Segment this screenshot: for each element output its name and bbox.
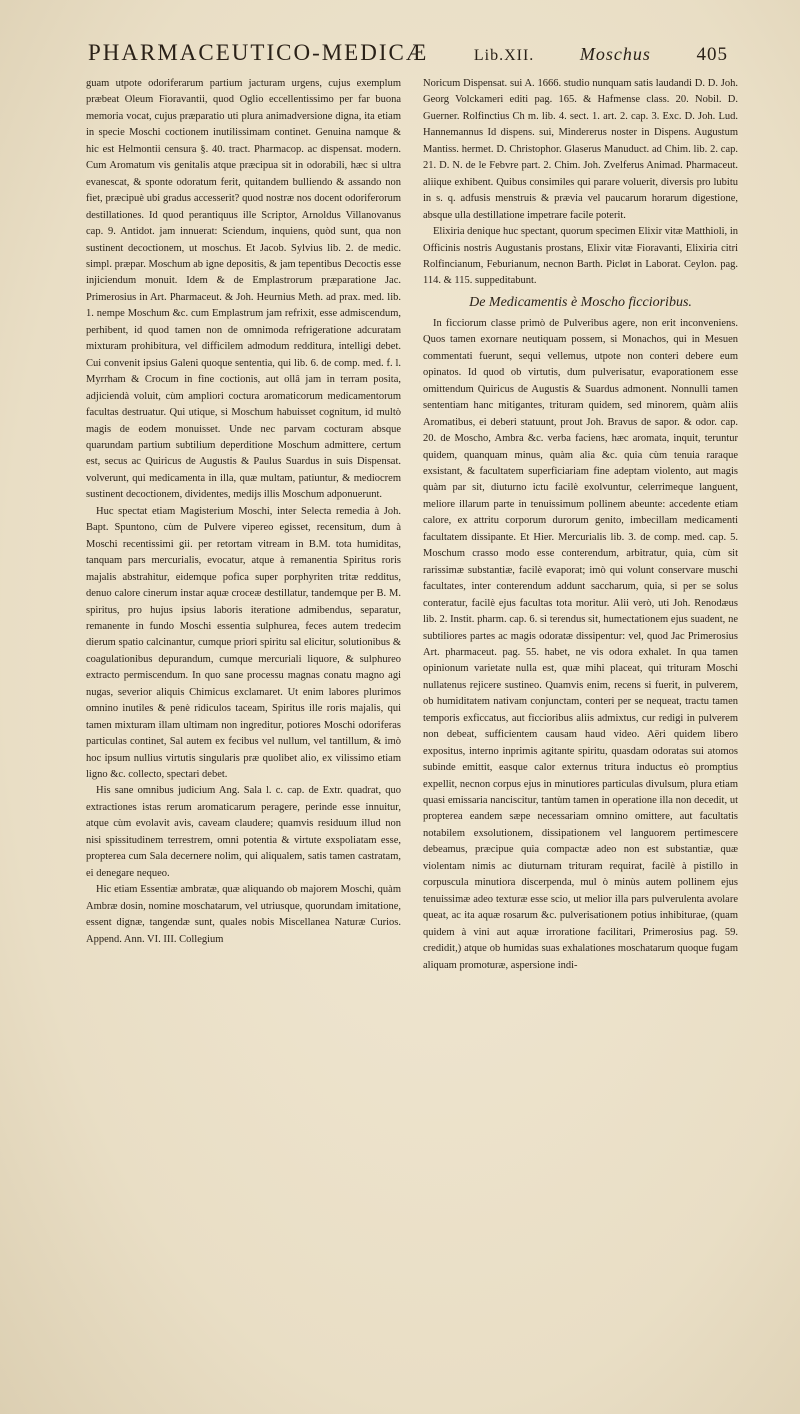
- running-head: [88, 40, 728, 74]
- paragraph: His sane omnibus judicium Ang. Sala l. c. cap. de Extr. quadrat, quo extractiones istas rerum aromaticarum peragere, perinde esse innuitur, atque cùm evolavit avis, caveam claudere; quamvis residuum illud non nisi spissitudinem terrestrem, omni potentia & virtute exspoliatam esse, propterea cum Sala decernere nolim, qui aliqualem, satis tamen castratam, ei denegare nequeo.: [86, 785, 401, 879]
- page-number: 405: [696, 44, 728, 65]
- running-subject: Moschus: [579, 44, 651, 64]
- paragraph: Elixiria denique huc spectant, quorum specimen Elixir vitæ Matthioli, in Officinis nostris Augustanis prostans, Elixir vitæ Fioravanti, Elixiria citri Rolfincianum, Feburianum, necnon Barth. Picløt in Laborat. Ceylon. pag. 114. & 115. suppeditabunt.: [423, 226, 738, 287]
- paragraph: guam utpote odoriferarum partium jacturam urgens, cujus exemplum præbeat Oleum Fioravantii, quod Oglio eccellentissimo per far buona memoria vocat, cujus præparatio uti plura animadversione digna, ita etiam in specie Moschi coctionem inutilissimam continet. Genuina namque & hic est Helmontii censura §. 40. tract. Pharmacop. ac dispensat. modern. Cum Aromatum vis genitalis atque præcipua sit in odorabili, hæc si ultra evanescat, & sponte odoratum ferit, quitandem bulliendo & assando non fiet, præcipuè ubi gradus accesserit? quod nostræ nos docent odoriferorum destillationes. Id quod perantiquus ille Scriptor, Arnoldus Villanovanus cap. 9. Antidot. jam innuerat: Sciendum, inquiens, quòd sunt, qua non sustinent decoctionem, ut moschus. Et Jacob. Sylvius lib. 2. de medic. simpl. præpar. Moschum ab igne depositis, & jam tepentibus Decoctis esse injiciendum monuit. Idem & de Emplastrorum præparatione Jac. Primerosius in Art. Pharmaceut. & Joh. Heurnius Meth. ad prax. med. lib. 1. nempe Moschum &c. cum Emplastrum jam refrixit, esse admiscendum, perhibent, id quod tamen non de omnimoda refrigeratione adcuratam mixturam prohibitura, vel difficilem admodum redditura, intelligi debet. Cui convenit ipsius Galeni quoque sententia, qui lib. 6. de comp. med. f. l. Myrrham & Crocum in fine coctionis, aut ollâ jam in terram posita, adjiciendà voluit, cùm ampliori coctura aromaticorum medicamentorum facultas destruatur. Qui utique, si Moschum habuisset cognitum, id multò magis de eodem monuisset. Unde nec parvam cocturam absque quarundam partium subtilium deperditione Moschum admittere, certum est, secus ac Quiricus de Augustis & Paulus Suardus in suis Dispensat. volverunt, qui medicamenta in illa, quæ multam, patiuntur, & mediocrem sustinent decoctionem, dividentes, medijs illis Moschum adponuerunt.: [86, 78, 401, 501]
- paragraph: Hic etiam Essentiæ ambratæ, quæ aliquando ob majorem Moschi, quàm Ambræ dosin, nomine moschatarum, vel utriusque, quorundam imitatione, essent dignæ, tangendæ sunt, quales nobis Miscellanea Naturæ Curios. Append. Ann. VI. III. Collegium: [86, 884, 401, 945]
- running-title: PHARMACEUTICO-MEDICÆ: [88, 40, 429, 65]
- left-column: [86, 76, 401, 1346]
- right-column: [423, 76, 738, 1346]
- book-number: Lib.XII.: [473, 47, 535, 64]
- paragraph: Huc spectat etiam Magisterium Moschi, inter Selecta remedia à Joh. Bapt. Spuntono, cùm de Pulvere vipereo egisset, recensitum, dum à Moschi recentissimi gii. per retortam vitream in B.M. tota humiditas, tanquam pars mercurialis, evocatur, atque à remanentia Spiritus roris majalis abstrahitur, eidemque pofica super porphyriten tritæ redditus, denuo calore cinerum instar aquæ croceæ destillatur, tandemque per B. M. spiritus, pro hujus ipsius laboris iteratione admibendus, separatur, remanente in fundo Moschi essentia sulphurea, feces autem tredecim dierum spatio calcinantur, cumque priori spiritu sal elicitur, solutionibus & coagulationibus depurandum, cumque mercuriali liquore, & sulphureo extracto permiscendum. In quo sane processu magnas conatu magno agi nugas, severior aliquis Chimicus exclamaret. Ut enim labores plurimos omnino inutiles & penè ridiculos taceam, Spiritus ille roris majalis, qui tamen mixturam illam ultimam non ingreditur, potiores Moschi odoriferas particulas continet, Sal autem ex fecibus vel nullum, vel tantillum, & imò hoc ipsum nullius virtutis singularis præ quolibet alio, ex vilissimo etiam ligno &c. collecto, spectari debet.: [86, 505, 401, 781]
- paragraph: Noricum Dispensat. sui A. 1666. studio nunquam satis laudandi D. D. Joh. Georg Volckameri editi pag. 165. & Hafmense class. 20. Nobil. D. Guerner. Rolfinctius Ch m. lib. 4. sect. 1. art. 2. cap. 3. Exc. D. Joh. Lud. Hannemannus Id dispens. sui, Mindererus noster in Dispens. Augustum Mantiss. hermet. D. Christophor. Glaserus Manuduct. ad Chim. lib. 2. cap. 21. D. N. de le Febvre part. 2. Chim. Joh. Zvelferus Animad. Pharmaceut. aliique exhibent. Quibus consimiles qui parare voluerit, diversis pro lubitu in s. q. adfusis menstruis & prævia vel paucarum horarum digestione, absque ulla destillatione impetrare facile poterit.: [423, 78, 738, 221]
- paragraph: In ficciorum classe primò de Pulveribus agere, non erit inconveniens. Quos tamen exornare neutiquam possem, si Monachos, qui in Mesuen commentati fuerunt, sequi vellemus, utpote non conteri debere eum opinatos. Id quod ob virtutis, dum pulverisatur, evaporationem esse omittendum Quiricus de Augustis & Suardus admonent. Nonnulli tamen sententiam hanc mitigantes, trituram quidem, sed minorem, quàm aliis Aromatibus, ei deberi statuunt, prout Joh. Bravus de sapor. & odor. cap. 20. de Moscho, Ambra &c. verba faciens, hæc aromata, inquit, teruntur quidem, quanquam minus, quàm alia &c. quia cùm tenuia raraque exsistant, & facultatem superficiariam fine adeptam violento, aut magis quàm par sit, diuturno ictu facilè exolvuntur, celerrimeque languent, meliore illarum parte in tenuissimum pollinem abeunte: accedente etiam calore, ex attritu corporum durorum genito, imbecillam medicamenti facultatem dissipante. Et Hier. Mercurialis lib. 3. de comp. med. cap. 5. Moschum crasso modo esse conterendum, arbitratur, quia, cùm sit rarissimæ substantiæ, facilè evaporat; imò qui volunt conservare muschi facultates, inter conterendum addunt saccharum, quia, si per se solus conteratur, facilè ejus facultas tota moritur. Alii verò, uti Joh. Renodæus lib. 2. Instit. pharm. cap. 6. si terendus sit, humectationem ejus suadent, ne subtiliores partes ac magis odoratæ dissipentur: vel, quod Jac Primerosius Art. pharmaceut. pag. 55. habet, ne vis odora exhalet. In qua tamen opinionum varietate nulla est, quæ mihi placeat, qui trituram Moschi nullatenus rejicere sustineo. Quamvis enim, recens si fuerit, in pulverem, ob humiditatem nativam conjunctam, conteri per se nequeat, tractu tamen temporis exficcatus, aut ficcioribus aliis admixtus, cur redigi in pulverem non debeat, sufficientem causam haud video. Aëri quidem libero expositus, interno inprimis agitante spiritu, quasdam odoratas sui atomos subinde emittit, easque calor externus tritura inductus eò promptius expellit, necnon corpus ejus in minutiores particulas divulsum, plura etiam quasi emissaria nanciscitur, tantùm tamen in operatione illa non decedit, ut propterea eandem sæpe necessariam omnino omittere, aut facultatis notabilem exsolutionem, dissipationem vel languorem pertimescere debeamus, præcipue quia compactæ adeo non est substantiæ, quæ violentam nimis ac diuturnam trituram requirat, facilè à pistillo in corpuscula minutiora discerpenda, mul ò minùs autem pollinem ejus tenuissimæ adeo texturæ esse scio, ut melior illa pars pulverulenta avolare queat, ac ita aquæ rosarum &c. pulverisationem potius inhibiturae, (quam quidem à vini aut aquæ irroratione facilitari, Primerosius pag. 59. credidit,) atque ob humidas suas exhalationes moschatarum quoque fugam aliquam promoturæ, aspersione indi-: [423, 317, 738, 971]
- text-columns: [86, 76, 738, 1346]
- section-heading: De Medicamentis è Moscho ficcioribus.: [469, 294, 692, 310]
